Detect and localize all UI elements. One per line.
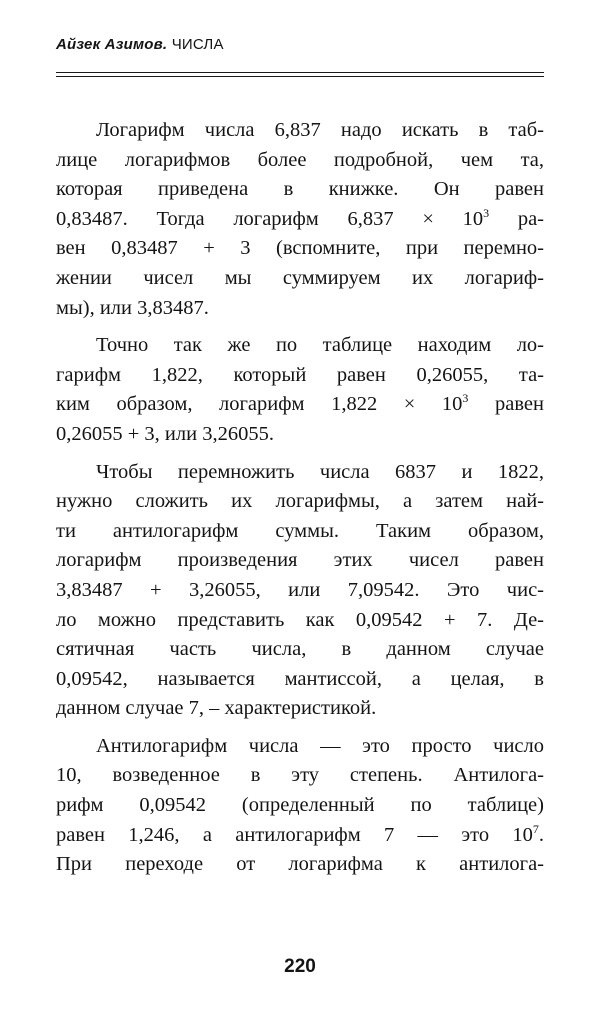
text-line: 0,09542, называется мантиссой, а целая, в [56, 667, 544, 690]
text-line: ти антилогарифм суммы. Таким образом, [56, 519, 544, 542]
text-line [56, 205, 544, 235]
text-line: данном случае 7, – характеристикой. [56, 697, 377, 720]
paragraph [56, 116, 544, 323]
text-line: 10, возведенное в эту степень. Антилога- [56, 764, 544, 787]
running-head-author: Айзек Азимов. [56, 36, 168, 53]
text-segment: 0,83487. Тогда логарифм 6,837 × 10 [56, 207, 484, 230]
text-line: вен 0,83487 + 3 (вспомните, при перемно- [56, 237, 544, 260]
paragraph [56, 732, 544, 880]
text-line: которая приведена в книжке. Он равен [56, 178, 544, 201]
text-line: нужно сложить их логарифмы, а затем най- [56, 490, 544, 513]
text-segment: . [538, 823, 544, 846]
text-line: 0,26055 + 3, или 3,26055. [56, 422, 274, 445]
text-line: мы), или 3,83487. [56, 296, 209, 319]
text-line: При переходе от логарифма к антилога- [56, 853, 544, 876]
superscript: 7 [532, 821, 539, 836]
running-head-title: ЧИСЛА [171, 36, 224, 53]
superscript: 3 [483, 205, 490, 220]
superscript: 3 [462, 391, 469, 406]
text-segment: равен 1,246, а антилогарифм 7 — это 10 [56, 823, 533, 846]
text-line: рифм 0,09542 (определенный по таблице) [56, 794, 544, 817]
text-line: Антилогарифм числа — это просто число [96, 734, 544, 757]
text-line: лице логарифмов более подробной, чем та, [56, 148, 544, 171]
text-line: Точно так же по таблице находим ло- [96, 334, 544, 357]
page-number: 220 [284, 956, 316, 977]
text-line: 3,83487 + 3,26055, или 7,09542. Это чис- [56, 578, 544, 601]
header-rule-bottom [56, 76, 544, 77]
text-segment: ра- [489, 207, 544, 230]
text-line: жении чисел мы суммируем их логариф- [56, 266, 544, 289]
text-line: сятичная часть числа, в данном случае [56, 638, 544, 661]
text-line [56, 821, 544, 851]
text-line: Логарифм числа 6,837 надо искать в таб- [96, 119, 544, 141]
header-rule-top [56, 72, 544, 73]
text-line: ло можно представить как 0,09542 + 7. Де- [56, 608, 544, 631]
text-line: гарифм 1,822, который равен 0,26055, та- [56, 363, 544, 386]
text-segment: ким образом, логарифм 1,822 × 10 [56, 393, 463, 416]
text-line [56, 390, 544, 420]
body-text [56, 116, 544, 888]
paragraph [56, 331, 544, 449]
text-segment: равен [468, 393, 544, 416]
text-line: логарифм произведения этих чисел равен [56, 549, 544, 572]
running-head [56, 36, 224, 53]
paragraph [56, 458, 544, 724]
text-line: Чтобы перемножить числа 6837 и 1822, [96, 460, 544, 483]
